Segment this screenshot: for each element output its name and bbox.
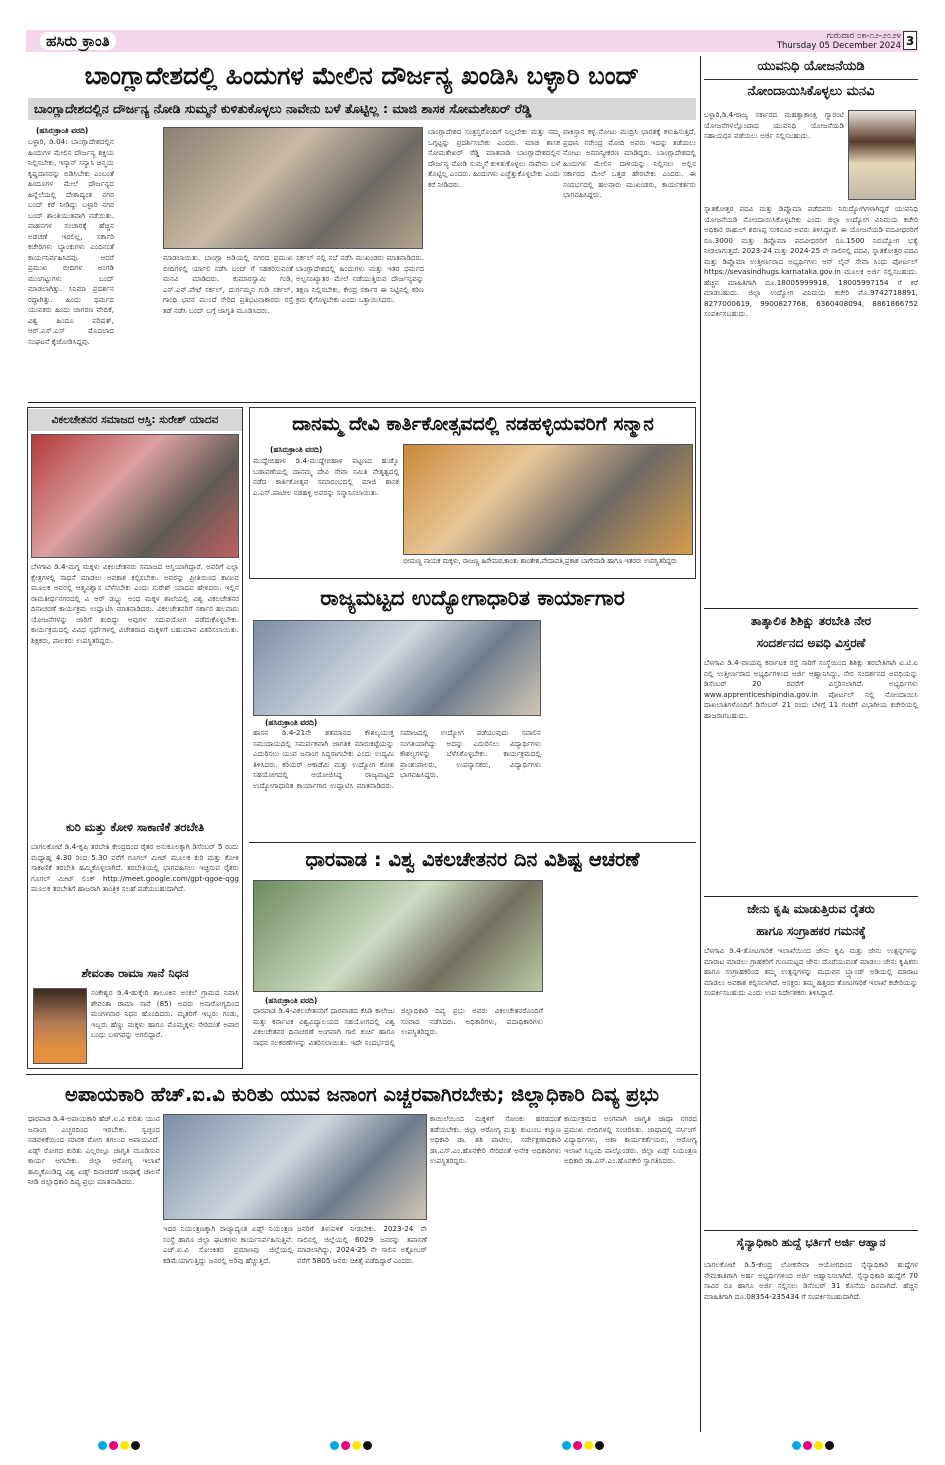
dharwad-byline: (ಹಸಿರುಕ್ರಾಂತಿ ವರದಿ) (265, 996, 318, 1005)
lead-column-5: ಪಾಕಿಸ್ತಾನ ಕಳ್ಳ ನೋಟು ಮುದ್ರಿಸಿ ಭಾರತಕ್ಕೆ ಕಳುಹಿಸುತ್ತಿದೆ, ಪ್ರಧಾನಿ ನರೇಂದ್ರ ಮೋದಿ ಅವರು ಇದನ್ನು ತಡೆಯಲು ನೋಟು ಅಮಾನ್ಯೀಕರಣ ಮಾಡಿದ್ದರು. ಬಾಂಗ್ಲಾದೇಶದಲ್ಲಿ ಹಿಂದುಗಳ ಮೇಲಿನ ದಾಳಿಯನ್ನು ನಿಲ್ಲಿಸಲು ಅಲ್ಲಿನ ಸರ್ಕಾರದ ಮೇಲೆ ಒತ್ತಡ ಹೇರಬೇಕು ಎಂದರು. ಈ ಸಂದರ್ಭದಲ್ಲಿ ಹಲವಾರು ಮುಖಂಡರು, ಕಾರ್ಯಕರ್ತರು ಭಾಗವಹಿಸಿದ್ದರು. (563, 127, 696, 199)
date-english: Thursday 05 December 2024 (776, 41, 901, 51)
vikalachetana-event-photo (31, 434, 239, 558)
lead-headline: ಬಾಂಗ್ಲಾದೇಶದಲ್ಲಿ ಹಿಂದುಗಳ ಮೇಲಿನ ದೌರ್ಜನ್ಯ ಖಂಡಿಸಿ ಬಳ್ಳಾರಿ ಬಂದ್ (84, 61, 640, 90)
divider (704, 1230, 918, 1231)
cyan-dot (330, 1441, 339, 1450)
yellow-dot (584, 1441, 593, 1450)
cyan-dot (98, 1441, 107, 1450)
lead-column-1b (117, 137, 161, 255)
registration-marks (98, 1441, 140, 1450)
date-kannada: ಗುರುವಾರ ೦೫-೧೨-೨೦೨೪ (826, 31, 901, 41)
yuvanidhi-headline-2: ನೋಂದಾಯಿಸಿಕೊಳ್ಳಲು ಮನವಿ (747, 84, 875, 99)
registration-marks (330, 1441, 372, 1450)
hiv-column-1: ಧಾರವಾಡ ಡಿ.4-ಅಪಾಯಕಾರಿ ಹೆಚ್.ಐ.ವಿ ಕುರಿತು ಯುವ ಜನಾಂಗ ಎಚ್ಚರದಿಂದ ಇರಬೇಕು. ಸ್ವಚ್ಛಂದ ನಡವಳಿಕೆಯಿಂದ ಮಾರಕ ರೋಗ ತಗಲುವ ಅಪಾಯವಿದೆ. ಏಡ್ಸ್ ರೋಗದ ಕುರಿತು ಎಲ್ಲರಲ್ಲೂ ಜಾಗೃತಿ ಮೂಡಿಸುವ ಕಾರ್ಯ ಆಗಬೇಕು. ಜಿಲ್ಲಾ ಆರೋಗ್ಯ ಇಲಾಖೆ ಹಮ್ಮಿಕೊಂಡಿದ್ದ ವಿಶ್ವ ಏಡ್ಸ್ ದಿನಾಚರಣೆ ಜಾಥಾಕ್ಕೆ ಚಾಲನೆ ನೀಡಿ ಜಿಲ್ಲಾಧಿಕಾರಿ ದಿವ್ಯ ಪ್ರಭು ಮಾತನಾಡಿದರು. (28, 1114, 160, 1186)
yellow-dot (120, 1441, 129, 1450)
hiv-headline: ಅಪಾಯಕಾರಿ ಹೆಚ್.ಐ.ವಿ ಕುರಿತು ಯುವ ಜನಾಂಗ ಎಚ್ಚರವಾಗಿರಬೇಕು; ಜಿಲ್ಲಾಧಿಕಾರಿ ದಿವ್ಯ ಪ್ರಭು (65, 1083, 659, 1106)
udyoga-body: ಹಾಸನ ಡಿ.4-21ನೇ ಶತಮಾನದ ಕೌಶಲ್ಯಯುಕ್ತ ಸಮುದಾಯದಲ್ಲಿ ಸಮರ್ಪಕವಾಗಿ ಜಾಗತಿಕ ಮಾರುಕಟ್ಟೆಯನ್ನು ಎದುರಿಸಲು ಯುವ ಜನಾಂಗ ಸಿದ್ಧರಾಗಬೇಕು ಎಂದು ಉದ್ಯಮಿ ತಿಳಿಸಿದರು. ಕರಿಯರ್ ಅಕಾಡೆಮಿ ಮತ್ತು ಉದ್ಯೋಗ ಕೋಶ ಸಹಯೋಗದಲ್ಲಿ ಆಯೋಜಿಸಿದ್ದ ರಾಜ್ಯಮಟ್ಟದ ಉದ್ಯೋಗಾಧಾರಿತ ಕಾರ್ಯಾಗಾರ ಉದ್ಘಾಟಿಸಿ ಮಾತನಾಡಿದರು. ಸಮಾಜದಲ್ಲಿ ಉದ್ಯೋಗ ಪಡೆಯುವುದು ಸವಾಲಿನ ಸಂಗತಿಯಾಗಿದ್ದು ಅದನ್ನು ಎದುರಿಸಲು ವಿದ್ಯಾರ್ಥಿಗಳು ಕೌಶಲ್ಯಗಳನ್ನು ಬೆಳೆಸಿಕೊಳ್ಳಬೇಕು. ಕಾರ್ಯಕ್ರಮದಲ್ಲಿ ಪ್ರಾಂಶುಪಾಲರು, ಉಪನ್ಯಾಸಕರು, ವಿದ್ಯಾರ್ಥಿಗಳು ಭಾಗವಹಿಸಿದ್ದರು. (253, 728, 541, 790)
obituary-portrait (33, 988, 87, 1064)
cyan-dot (562, 1441, 571, 1450)
suresh-body: ಬೆಳಗಾವಿ ಡಿ.4-ಮಗ್ನ ಮಕ್ಕಳು ವಿಕಲಚೇತನರು ಸಮಾಜದ ಆಸ್ತಿಯಾಗಿದ್ದಾರೆ. ಅವರಿಗೆ ಎಲ್ಲಾ ಕ್ಷೇತ್ರಗಳಲ್ಲಿ ಸಾಧನೆ ಮಾಡಲು ಅವಕಾಶ ಕಲ್ಪಿಸಬೇಕು. ಅವರನ್ನು ಪ್ರೀತಿಯಿಂದ ಕಾಣುವ ಮೂಲಕ ಅವರಲ್ಲಿ ಆತ್ಮವಿಶ್ವಾಸ ಬೆಳೆಸಬೇಕು ಎಂದು ಸುರೇಶ್ ಯಾದವ ಹೇಳಿದರು. ಇಲ್ಲಿನ ರಾಮತೀರ್ಥನಗರದಲ್ಲಿ ವಿ ಆರ್ ಡಬ್ಲ್ಯು ಅಂಧ ಮಕ್ಕಳ ಶಾಲೆಯಲ್ಲಿ ವಿಶ್ವ ವಿಕಲಚೇತನರ ದಿನಾಚರಣೆ ಕಾರ್ಯಕ್ರಮ ಉದ್ಘಾಟಿಸಿ ಮಾತನಾಡಿದರು. ವಿಕಲಚೇತನರಿಗೆ ಸರ್ಕಾರ ಹಲವಾರು ಯೋಜನೆಗಳನ್ನು ಜಾರಿಗೆ ತಂದಿದ್ದು ಅವುಗಳ ಸದುಪಯೋಗ ಪಡೆದುಕೊಳ್ಳಬೇಕು. ಕಾರ್ಯಕ್ರಮದಲ್ಲಿ ವಿವಿಧ ಸ್ಪರ್ಧೆಗಳಲ್ಲಿ ವಿಜೇತರಾದ ಮಕ್ಕಳಿಗೆ ಬಹುಮಾನ ವಿತರಿಸಲಾಯಿತು. ಶಿಕ್ಷಕರು, ಪಾಲಕರು ಉಪಸ್ಥಿತರಿದ್ದರು. (31, 562, 239, 645)
lead-byline: (ಹಸಿರುಕ್ರಾಂತಿ ವರದಿ) (36, 126, 89, 135)
aids-awareness-photo (163, 1114, 427, 1220)
udyoga-column-right (545, 620, 696, 840)
danamma-felicitation-photo (403, 444, 693, 555)
hiv-column-4: ಕಾಯಿಲೆಯಿಂದ ಮಕ್ಕಳಿಗೆ ಸೋಂಕು ಹರಡದಂತೆ ತಡೆಯಬೇಕು. ಜಿಲ್ಲಾ ಆರೋಗ್ಯ ಮತ್ತು ಕುಟುಂಬ ಕಲ್ಯಾಣ ಅಧಿಕಾರಿ ಡಾ. ಶಶಿ ಪಾಟೀಲ, ಸರ್ವೇಕ್ಷಣಾಧಿಕಾರಿ ಡಾ.ಎಸ್.ಎಂ.ಹೊನಕೇರಿ ಸೇರಿದಂತೆ ಅನೇಕ ಅಧಿಕಾರಿಗಳು ಉಪಸ್ಥಿತರಿದ್ದರು. (430, 1114, 561, 1165)
lead-column-1: ಬಳ್ಳಾರಿ, ಡಿ.04: ಬಾಂಗ್ಲಾದೇಶದಲ್ಲಿನ ಹಿಂದುಗಳ ಮೇಲಿನ ದೌರ್ಜನ್ಯ ಶಕ್ತಿಯ ನಿಲ್ಲಿಸಬೇಕು, ಇಸ್ಕಾನ್ ಸನ್ಯಾಸಿ ಚಿನ್ಮಯ ಕೃಷ್ಣದಾಸರನ್ನು ಬಿಡಿಸಿಬೇಕು ಎಂಬಂತೆ ಹಿಂದೂಗಳ ಮೇಲೆ ದೌರ್ಜನ್ಯದ ಹಿನ್ನೆಲೆಯಲ್ಲಿ ದೇಶಾದ್ಯಂತ ನಗರ ಬಂದ್ ಕರೆ ನೀಡಿದ್ದು ಬಳ್ಳಾರಿ ನಗರ ಬಂದ್ ಶಾಂತಿಯುತವಾಗಿ ನಡೆಯಿತು. ವಾಹನಗಳ ಸಂಚಾರಕ್ಕೆ ಹೆಚ್ಚಿನ ಅಡಚಣೆ ಇರಲಿಲ್ಲ, ಸರ್ಕಾರಿ ಕಚೇರಿಗಳು ಬ್ಯಾಂಕುಗಳು ಎಂದಿನಂತೆ ಕಾರ್ಯನಿರ್ವಹಿಸಿದವು. ಆದರೆ ಪ್ರಮುಖ ಬೀದಿಗಳ ಅಂಗಡಿ ಮುಂಗಟ್ಟುಗಳು ಬಂದ್ ಮಾಡಲಾಗಿತ್ತು. ಸಿನಿಮಾ ಪ್ರದರ್ಶನ ರದ್ದಾಗಿತ್ತು. ಹಿಂದು ಧರ್ಮದ ಯುವಕರು ಹಿಂದು ಜಾಗರಣ ವೇದಿಕೆ, ವಿಶ್ವ ಹಿಂದೂ ಪರಿಷತ್, ಆರ್.ಎಸ್.ಎಸ್ ಮೊದಲಾದ ಸಂಘಟನೆ ಕೈಜೋಡಿಸಿದ್ದವು. (28, 137, 114, 346)
magenta-dot (341, 1441, 350, 1450)
shiksha-body: ಬೆಳಗಾವಿ ಡಿ.4-ವಾಯವ್ಯ ಕರ್ನಾಟಕ ರಸ್ತೆ ಸಾರಿಗೆ ಸಂಸ್ಥೆಯಿಂದ ಶಿಶಿಕ್ಷು ತರಬೇತಿಗಾಗಿ ಐ.ಟಿ.ಐ ನಲ್ಲಿ ಉತ್ತೀರ್ಣರಾದ ಅಭ್ಯರ್ಥಿಗಳಿಂದ ಅರ್ಜಿ ಆಹ್ವಾನಿಸಿದ್ದು, ನೇರ ಸಂದರ್ಶನದ ಅವಧಿಯನ್ನು ಡಿಸೆಂಬರ್ 20 ರವರೆಗೆ ವಿಸ್ತರಿಸಲಾಗಿದೆ. ಅಭ್ಯರ್ಥಿಗಳು www.apprenticeshipindia.gov.in ಪೋರ್ಟಲ್ ನಲ್ಲಿ ನೋಂದಾಯಿಸಿ ದಾಖಲಾತಿಗಳೊಂದಿಗೆ ಡಿಸೆಂಬರ್ 21 ರಂದು ಬೆಳಿಗ್ಗೆ 11 ಗಂಟೆಗೆ ವಿಭಾಗೀಯ ಕಚೇರಿಯಲ್ಲಿ ಹಾಜರಾಗಬಹುದು. (704, 658, 918, 720)
officer-portrait (848, 110, 916, 200)
lead-column-4: ಬಾಂಗ್ಲಾದೇಶದ ಸಂತ್ರಸ್ತರೊಂದಿಗೆ ನಿಲ್ಲಬೇಕು ಮತ್ತು ನಮ್ಮ ಒಗ್ಗಟ್ಟನ್ನು ಪ್ರದರ್ಶಿಸಬೇಕು ಎಂದರು. ಮಾಜಿ ಶಾಸಕ ಸೋಮಶೇಖರ್ ರೆಡ್ಡಿ ಮಾತನಾಡಿ ಬಾಂಗ್ಲಾದೇಶದಲ್ಲಿನ ದೌರ್ಜನ್ಯ ನೋಡಿ ಸುಮ್ಮನೆ ಕುಳಿತುಕೊಳ್ಳಲು ನಾವೇನು ಬಳೆ ತೊಟ್ಟಿಲ್ಲ ಎಂದರು. ಹಿಂದುಗಳು ಎಚ್ಚೆತ್ತುಕೊಳ್ಳಬೇಕು ಎಂದು ಕರೆ ನೀಡಿದರು. (428, 127, 560, 189)
masthead-logo: ಹಸಿರು ಕ್ರಾಂತಿ (40, 32, 116, 50)
cyan-dot (792, 1441, 801, 1450)
sainika-body: ಬಾಗಲಕೋಟೆ ಡಿ.5-ಕೇಂದ್ರ ಲೋಕಸೇವಾ ಆಯೋಗದಿಂದ ಸೈನ್ಯಾಧಿಕಾರಿ ಹುದ್ದೆಗಳ ನೇಮಕಾತಿಗಾಗಿ ಅರ್ಹ ಅಭ್ಯರ್ಥಿಗಳಿಂದ ಅರ್ಜಿ ಆಹ್ವಾನಿಸಲಾಗಿದೆ. ಸೈನ್ಯಾಧಿಕಾರಿ ಹುದ್ದೆಗೆ 70 ಸಾವಿರ ರೂ ಹಾಗೂ ಅರ್ಜಿ ಸಲ್ಲಿಸಲು ಡಿಸೆಂಬರ್ 31 ಕೊನೆಯ ದಿನವಾಗಿದೆ. ಹೆಚ್ಚಿನ ಮಾಹಿತಿಗಾಗಿ ದೂ.08354-235434 ಗೆ ಸಂಪರ್ಕಿಸಬಹುದಾಗಿದೆ. (704, 1260, 918, 1301)
divider (28, 402, 696, 403)
wheelchair-distribution-photo (253, 880, 543, 992)
magenta-dot (573, 1441, 582, 1450)
danamma-body: ಮುದ್ದೇಬಿಹಾಳ ಡಿ.4-ಮುದ್ದೇಬಿಹಾಳ ಪಟ್ಟಣದ ಹುಡ್ಕೊ ಬಡಾವಣೆಯಲ್ಲಿ ದಾನಮ್ಮ ದೇವಿ ಸೇವಾ ಸಮಿತಿ ನೇತೃತ್ವದಲ್ಲಿ ನಡೆದ ಕಾರ್ತಿಕೋತ್ಸವ ಸಮಾರಂಭದಲ್ಲಿ ಮಾಜಿ ಶಾಸಕ ಎ.ಎಸ್.ಪಾಟೀಲ ನಡಹಳ್ಳಿ ಅವರನ್ನು ಸನ್ಮಾನಿಸಲಾಯಿತು. (253, 456, 399, 497)
shiksha-headline-2: ಸಂದರ್ಶನದ ಅವಧಿ ವಿಸ್ತರಣೆ (756, 636, 866, 650)
shiksha-headline-1: ತಾತ್ಕಾಲಿಕ ಶಿಶಿಕ್ಷು ತರಬೇತಿ ನೇರ (750, 614, 872, 628)
hiv-column-3: ಜನರಿಗೆ ತಿಳುವಳಿಕೆ ನೀಡಬೇಕು. 2023-24 ನೇ ಸಾಲಿನಲ್ಲಿ ಜಿಲ್ಲೆಯಲ್ಲಿ 6029 ಜನರನ್ನು ತಪಾಸಣೆ ಮಾಡಲಾಗಿದ್ದು, 2024-25 ನೇ ಸಾಲಿನ ಅಕ್ಟೋಬರ್ ವರೆಗೆ 5805 ಜನರು ಚಿಕಿತ್ಸೆ ಪಡೆದಿದ್ದಾರೆ ಎಂದರು. (297, 1224, 427, 1265)
registration-marks (792, 1441, 834, 1450)
jenu-headline-1: ಜೇನು ಕೃಷಿ ಮಾಡುತ್ತಿರುವ ರೈತರು (747, 902, 875, 916)
dharwad-body: ಧಾರವಾಡ ಡಿ.4-ವಿಕಲಚೇತನರಿಗೆ ಧಾರವಾಡದ ಕೆಸಿಡಿ ಕಾಲೇಜು ಮತ್ತು ಕರ್ನಾಟಕ ವಿಶ್ವವಿದ್ಯಾಲಯದ ಸಹಯೋಗದಲ್ಲಿ ವಿಶ್ವ ವಿಕಲಚೇತನರ ದಿನಾಚರಣೆ ಅಂಗವಾಗಿ ಗಾಲಿ ಕುರ್ಚಿ ಹಾಗೂ ಸಾಧನ ಸಲಕರಣೆಗಳನ್ನು ವಿತರಿಸಲಾಯಿತು. ಇದೇ ಸಂದರ್ಭದಲ್ಲಿ ಜಿಲ್ಲಾಧಿಕಾರಿ ದಿವ್ಯ ಪ್ರಭು ಅವರು ವಿಕಲಚೇತನರೊಂದಿಗೆ ಸಂವಾದ ನಡೆಸಿದರು. ಅಧಿಕಾರಿಗಳು, ಪದಾಧಿಕಾರಿಗಳು ಉಪಸ್ಥಿತರಿದ್ದರು. (253, 1006, 543, 1047)
lead-subhead: ಬಾಂಗ್ಲಾದೇಶದಲ್ಲಿನ ದೌರ್ಜನ್ಯ ನೋಡಿ ಸುಮ್ಮನೆ ಕುಳಿತುಕೊಳ್ಳಲು ನಾವೇನು ಬಳೆ ತೊಟ್ಟಿಲ್ಲ : ಮಾಜಿ ಶಾಸಕ ಸೋಮಶೇಖರ್ ರೆಡ್ಡಿ (28, 98, 696, 120)
black-dot (363, 1441, 372, 1450)
sainika-headline: ಸೈನ್ಯಾಧಿಕಾರಿ ಹುದ್ದೆ ಭರ್ತಿಗೆ ಅರ್ಜಿ ಆಹ್ವಾನ (736, 1236, 886, 1249)
dharwad-column-right (547, 880, 696, 1068)
column-divider (700, 56, 701, 1432)
yellow-dot (814, 1441, 823, 1450)
magenta-dot (803, 1441, 812, 1450)
yuvanidhi-headline-1: ಯುವನಿಧಿ ಯೋಜನೆಯಡಿ (704, 56, 918, 80)
jenu-body: ಬೆಳಗಾವಿ ಡಿ.4-ತೋಟಗಾರಿಕೆ ಇಲಾಖೆಯಿಂದ ಜೇನು ಕೃಷಿ ಮತ್ತು ಜೇನು ಉತ್ಪನ್ನಗಳನ್ನು ಮಾರಾಟ ಮಾಡಲು ಗ್ರಾಹಕರಿಗೆ ಗುಣಮಟ್ಟದ ಜೇನು ದೊರೆಯುವಂತೆ ಮಾಡಲು ಜೇನು ಕೃಷಿಕರು ಹಾಗೂ ಸಂಗ್ರಾಹಕರಿಂದ ತಮ್ಮ ಉತ್ಪನ್ನಗಳನ್ನು ಮಧುವನ ಬ್ರ್ಯಾಂಡ್ ಅಡಿಯಲ್ಲಿ ಮಾರಾಟ ಮಾಡಲು ಅವಕಾಶ ಕಲ್ಪಿಸಲಾಗಿದೆ. ಆಸಕ್ತರು ತಮ್ಮ ಹತ್ತಿರದ ತೋಟಗಾರಿಕೆ ಇಲಾಖೆ ಕಚೇರಿಯನ್ನು ಸಂಪರ್ಕಿಸಬಹುದು ಎಂದು ಉಪ ನಿರ್ದೇಶಕರು ತಿಳಿಸಿದ್ದಾರೆ. (704, 946, 918, 997)
jenu-headline-2: ಹಾಗೂ ಸಂಗ್ರಾಹಕರ ಗಮನಕ್ಕೆ (756, 924, 866, 938)
black-dot (595, 1441, 604, 1450)
magenta-dot (109, 1441, 118, 1450)
registration-marks (562, 1441, 604, 1450)
black-dot (131, 1441, 140, 1450)
dharwad-headline: ಧಾರವಾಡ : ವಿಶ್ವ ವಿಕಲಚೇತನರ ದಿನ ವಿಶಿಷ್ಟ ಆಚರಣೆ (305, 848, 640, 871)
udyoga-byline: (ಹಸಿರುಕ್ರಾಂತಿ ವರದಿ) (265, 718, 318, 727)
nidhana-body: ಸಂಕೇಶ್ವರ ಡಿ.4-ಹುಕ್ಕೇರಿ ತಾಲೂಕಿನ ಅಂಕಲೆ ಗ್ರಾಮದ ನಿವಾಸಿ ಶೇವಂತಾ ರಾಮಾ ಸಾನೆ (85) ಅವರು ಅನಾರೋಗ್ಯದಿಂದ ಮಂಗಳವಾರ ನಿಧನ ಹೊಂದಿದರು. ಮೃತರಿಗೆ ಇಬ್ಬರು ಗಂಡು, ಇಬ್ಬರು ಹೆಣ್ಣು ಮಕ್ಕಳು ಹಾಗೂ ಮೊಮ್ಮಕ್ಕಳು ಸೇರಿದಂತೆ ಅಪಾರ ಬಂಧು ಬಳಗವನ್ನು ಅಗಲಿದ್ದಾರೆ. (91, 988, 239, 1039)
kuri-body: ಬಾಗಲಕೋಟೆ ಡಿ.4-ಕೃಷಿ ತರಬೇತಿ ಕೇಂದ್ರದಿಂದ ರೈತರ ಅನುಕೂಲಕ್ಕಾಗಿ ಡಿಸೆಂಬರ್ 5 ರಂದು ಮಧ್ಯಾಹ್ನ 4.30 ರಿಂದ 5.30 ವರೆಗೆ ಗೂಗಲ್ ಮೀಟ್ ಮೂಲಕ ಕುರಿ ಮತ್ತು ಕೋಳಿ ಸಾಕಾಣಿಕೆ ತರಬೇತಿ ಹಮ್ಮಿಕೊಳ್ಳಲಾಗಿದೆ. ತರಬೇತಿಯಲ್ಲಿ ಭಾಗವಹಿಸಲು ಇಚ್ಛಿಸುವ ರೈತರು ಗೂಗಲ್ ಮೀಟ್ ಲಿಂಕ್ http://meet.google.com/gpt-qgoe-qgg ಮೂಲಕ ತರಬೇತಿಗೆ ಹಾಜರಾಗಿ ತಾಂತ್ರಿಕ ಸಲಹೆ ಪಡೆಯಬಹುದಾಗಿದೆ. (31, 842, 239, 893)
udyoga-headline: ರಾಜ್ಯಮಟ್ಟದ ಉದ್ಯೋಗಾಧಾರಿತ ಕಾರ್ಯಾಗಾರ (320, 586, 625, 610)
danamma-headline: ದಾನಮ್ಮ ದೇವಿ ಕಾರ್ತಿಕೋತ್ಸವದಲ್ಲಿ ನಡಹಳ್ಳಿಯವರಿಗೆ ಸನ್ಮಾನ (292, 413, 654, 435)
yuvanidhi-body: ಸ್ನಾತಕೋತ್ತರ ಪದವಿ ಮತ್ತು ಡಿಪ್ಲೊಮಾ ಪಡೆದವರು ನಿರುದ್ಯೋಗಿಗಳಾಗಿದ್ದರೆ ಯುವನಿಧಿ ಯೋಜನೆಯಡಿ ನೋಂದಾಯಿಸಿಕೊಳ್ಳಬೇಕು ಎಂದು ಜಿಲ್ಲಾ ಉದ್ಯೋಗ ವಿನಿಮಯ ಕಚೇರಿ ಅಧಿಕಾರಿ ರಾಹುಲ್ ಶರಣಪ್ಪ ಸಂಕನೂರ ಅವರು ತಿಳಿಸಿದ್ದಾರೆ. ಈ ಯೋಜನೆಯಡಿ ಪದವೀಧರರಿಗೆ ರೂ.3000 ಮತ್ತು ಡಿಪ್ಲೊಮಾ ಪದವೀಧರರಿಗೆ ರೂ.1500 ನಿರುದ್ಯೋಗ ಭತ್ಯೆ ನೀಡಲಾಗುತ್ತದೆ. 2023-24 ಮತ್ತು 2024-25 ನೇ ಸಾಲಿನಲ್ಲಿ ಪದವಿ, ಸ್ನಾತಕೋತ್ತರ ಪದವಿ ಮತ್ತು ಡಿಪ್ಲೊಮಾ ಉತ್ತೀರ್ಣರಾದ ಅಭ್ಯರ್ಥಿಗಳು ಆನ್ ಲೈನ್ ಸೇವಾ ಸಿಂಧು ಪೋರ್ಟಲ್ https://sevasindhugs.karnataka.gov.in ಮೂಲಕ ಅರ್ಜಿ ಸಲ್ಲಿಸಬಹುದು. ಹೆಚ್ಚಿನ ಮಾಹಿತಿಗಾಗಿ ದೂ.18005999918, 18005997154 ಗೆ ಕರೆ ಮಾಡಬಹುದು. ಜಿಲ್ಲಾ ಉದ್ಯೋಗ ವಿನಿಮಯ ಕಚೇರಿ ಮೊ.9742718891, 8277000619, 9900827768, 6360408094, 8861866752 ಸಂಪರ್ಕಿಸಬಹುದು. (704, 204, 918, 318)
black-dot (825, 1441, 834, 1450)
yellow-dot (352, 1441, 361, 1450)
divider (704, 608, 918, 609)
workshop-photo (253, 620, 541, 716)
suresh-headline: ವಿಕಲಚೇತನರ ಸಮಾಜದ ಆಸ್ತಿ: ಸುರೇಶ್ ಯಾದವ (28, 409, 242, 431)
divider (249, 842, 696, 843)
hiv-column-5: ಕಾರ್ಯಕ್ರಮದ ಅಂಗವಾಗಿ ಜಾಗೃತಿ ಜಾಥಾ ನಗರದ ಪ್ರಮುಖ ಬೀದಿಗಳಲ್ಲಿ ಸಂಚರಿಸಿತು. ಜಾಥಾದಲ್ಲಿ ನರ್ಸಿಂಗ್ ವಿದ್ಯಾರ್ಥಿಗಳು, ಆಶಾ ಕಾರ್ಯಕರ್ತೆಯರು, ಆರೋಗ್ಯ ಇಲಾಖೆ ಸಿಬ್ಬಂದಿ ಪಾಲ್ಗೊಂಡರು. ಜಿಲ್ಲಾ ಏಡ್ಸ್ ನಿಯಂತ್ರಣ ಅಧಿಕಾರಿ ಡಾ.ಎಸ್.ಎಂ.ಹೊನಕೇರಿ ಸ್ವಾಗತಿಸಿದರು. (564, 1114, 697, 1165)
hiv-column-2: ಇದರ ನಿಯಂತ್ರಣಕ್ಕಾಗಿ ರಾಜ್ಯಾದ್ಯಂತ ಏಡ್ಸ್ ನಿಯಂತ್ರಣ ಸಂಸ್ಥೆ ಹಾಗೂ ಜಿಲ್ಲಾ ಘಟಕಗಳು ಕಾರ್ಯನಿರ್ವಹಿಸುತ್ತಿವೆ. ಎಚ್.ಐ.ವಿ ಸೋಂಕಿತರ ಪ್ರಮಾಣವು ಜಿಲ್ಲೆಯಲ್ಲಿ ಕಡಿಮೆಯಾಗುತ್ತಿದ್ದು ಜನರಲ್ಲಿ ಅರಿವು ಹೆಚ್ಚುತ್ತಿದೆ. (163, 1224, 293, 1265)
lead-column-3: ಸರ್ಕಲ್ ನಲ್ಲಿ ಸಭೆ ನಡೆಸಿ ಮುಖಂಡರು ಮಾತನಾಡಿದರು. ಬಾಂಗ್ಲಾದೇಶದಲ್ಲಿ ಹಿಂದುಗಳು ಮತ್ತು ಇತರ ಧರ್ಮದ ಅಲ್ಪಸಂಖ್ಯಾತರ ಮೇಲೆ ನಡೆಯುತ್ತಿರುವ ದೌರ್ಜನ್ಯವನ್ನು ತಕ್ಷಣ ನಿಲ್ಲಿಸಬೇಕು, ಕೇಂದ್ರ ಸರ್ಕಾರ ಈ ನಿಟ್ಟಿನಲ್ಲಿ ಕಠಿಣ ಕ್ರಮ ಕೈಗೊಳ್ಳಬೇಕು ಎಂದು ಒತ್ತಾಯಿಸಿದರು. (296, 253, 424, 304)
page-number: 3 (903, 31, 917, 50)
dateline (777, 31, 901, 51)
danamma-byline: (ಹಸಿರುಕ್ರಾಂತಿ ವರದಿ) (270, 445, 323, 454)
divider (26, 1074, 698, 1075)
nidhana-headline: ಶೇವಂತಾ ರಾಮಾ ಸಾನೆ ನಿಧನ (28, 962, 242, 984)
lead-column-2: ಮಾಡಲಾಯಿತು. ಬಾಂಗ್ಲಾ ಅಡಿಯಲ್ಲಿ ನಗರದ ಪ್ರಮುಖ ಬೀದಿಗಳಲ್ಲಿ ರ್ಯಾಲಿ ನಡೆಸಿ ಬಂದ್ ಗೆ ಸಹಕರಿಸುವಂತೆ ಮನವಿ ಮಾಡಿದರು. ಕುಮಾರಸ್ವಾಮಿ ಗುಡಿ, ಎಸ್.ಎನ್.ಪೇಟೆ ಸರ್ಕಲ್, ದುರ್ಗಮ್ಮನ ಗುಡಿ ಸರ್ಕಲ್, ಗಾಂಧಿ ಭವನ ಮುಂದೆ ಸೇರಿದ ಪ್ರತಿಭಟನಾಕಾರರು ರಸ್ತೆ ತಡೆ ನಡೆಸಿ ಬಂದ್ ಬಗ್ಗೆ ಜಾಗೃತಿ ಮೂಡಿಸಿದರು. (163, 253, 293, 315)
danamma-caption: ಭೀಮಣ್ಣ ನಾಯಕ ಮಕ್ಕಳು, ರಾಜಣ್ಣ ಹಿರೇಮಠ,ಕಾಂತು ಶಾಂತೇಶ,ವೇದಾವತಿ,ಪ್ರಕಾಶ ಬಾಗೇವಾಡಿ ಹಾಗೂ ಇತರರು ಉಪಸ್ಥಿತರಿದ್ದರು (403, 557, 677, 565)
divider (704, 896, 918, 897)
kuri-headline: ಕುರಿ ಮತ್ತು ಕೋಳಿ ಸಾಕಾಣಿಕೆ ತರಬೇತಿ (28, 816, 242, 838)
bandh-protest-photo (163, 127, 423, 249)
yuvanidhi-intro: ಬಳ್ಳಾರಿ,ಡಿ.4-ರಾಜ್ಯ ಸರ್ಕಾರದ ಮಹತ್ವಾಕಾಂಕ್ಷಿ ಗ್ಯಾರಂಟಿ ಯೋಜನೆಗಳಲ್ಲೊಂದಾದ ಯುವನಿಧಿ ಯೋಜನೆಯಡಿ ಸಹಾಯಧನ ಪಡೆಯಲು ಅರ್ಜಿ ಸಲ್ಲಿಸಬಹುದು. (704, 110, 844, 140)
